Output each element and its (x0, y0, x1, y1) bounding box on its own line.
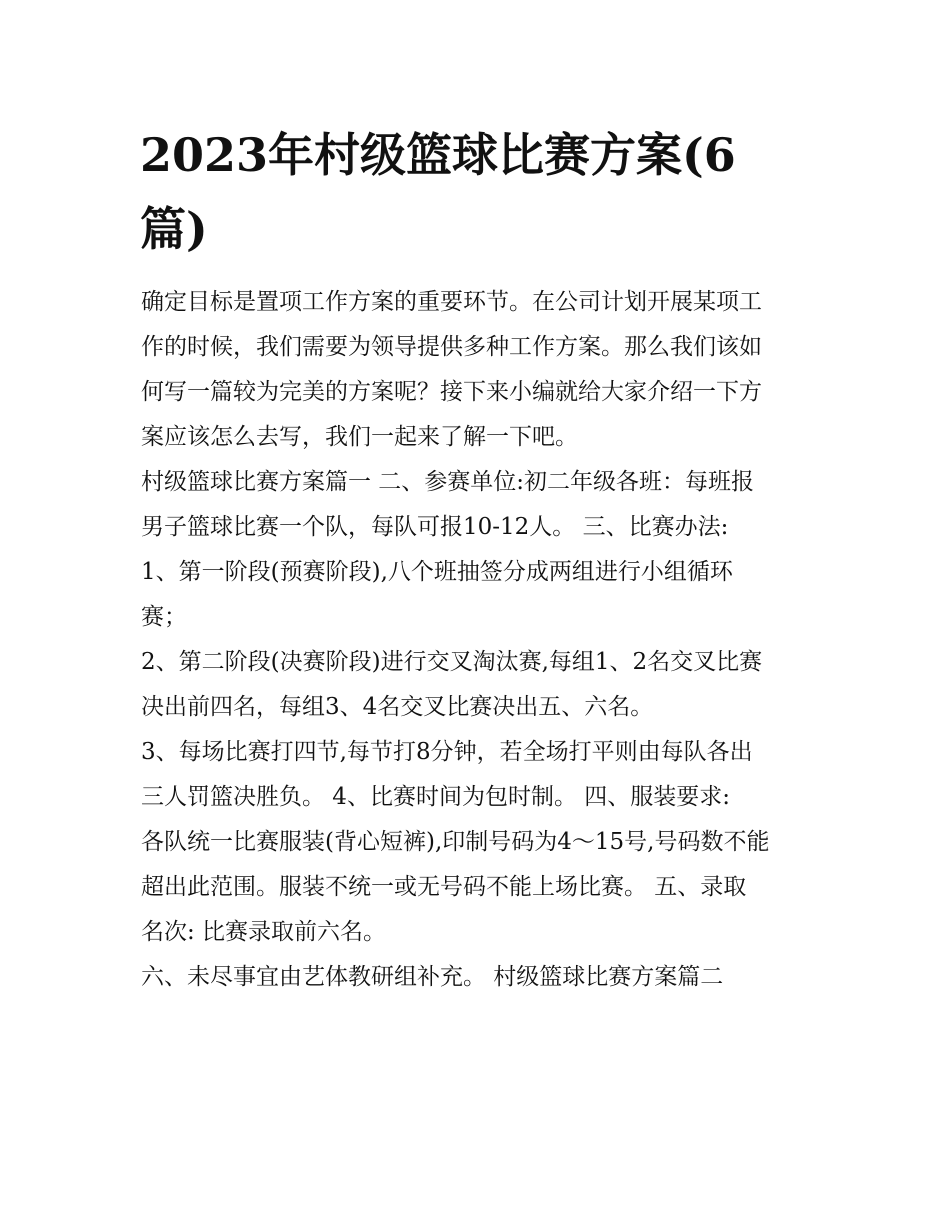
body-line: 赛； (141, 604, 187, 630)
document-title (140, 118, 820, 266)
body-line: 3、每场比赛打四节,每节打8分钟，若全场打平则由每队各出 (141, 739, 753, 765)
body-line: 何写一篇较为完美的方案呢？接下来小编就给大家介绍一下方 (141, 379, 762, 405)
title-line-1: 2023年村级篮球比赛方案(6 (140, 128, 736, 182)
body-line: 1、第一阶段(预赛阶段),八个班抽签分成两组进行小组循环 (141, 559, 733, 585)
body-line: 决出前四名，每组3、4名交叉比赛决出五、六名。 (141, 694, 654, 720)
body-line: 作的时候，我们需要为领导提供多种工作方案。那么我们该如 (141, 334, 762, 360)
body-line: 案应该怎么去写，我们一起来了解一下吧。 (141, 424, 578, 450)
body-line: 超出此范围。服装不统一或无号码不能上场比赛。 五、录取 (141, 874, 747, 900)
body-line: 村级篮球比赛方案篇一 二、参赛单位:初二年级各班：每班报 (141, 469, 755, 495)
document-body (141, 280, 831, 1000)
body-line: 三人罚篮决胜负。 4、比赛时间为包时制。 四、服装要求: (141, 784, 731, 810)
body-line: 六、未尽事宜由艺体教研组补充。 村级篮球比赛方案篇二 (141, 964, 724, 990)
title-line-2: 篇) (140, 202, 208, 256)
body-line: 男子篮球比赛一个队，每队可报10-12人。 三、比赛办法: (141, 514, 729, 540)
body-line: 名次: 比赛录取前六名。 (141, 919, 387, 945)
body-line: 各队统一比赛服装(背心短裤),印制号码为4～15号,号码数不能 (141, 829, 770, 855)
body-line: 确定目标是置项工作方案的重要环节。在公司计划开展某项工 (141, 289, 762, 315)
body-line: 2、第二阶段(决赛阶段)进行交叉淘汰赛,每组1、2名交叉比赛 (141, 649, 763, 675)
